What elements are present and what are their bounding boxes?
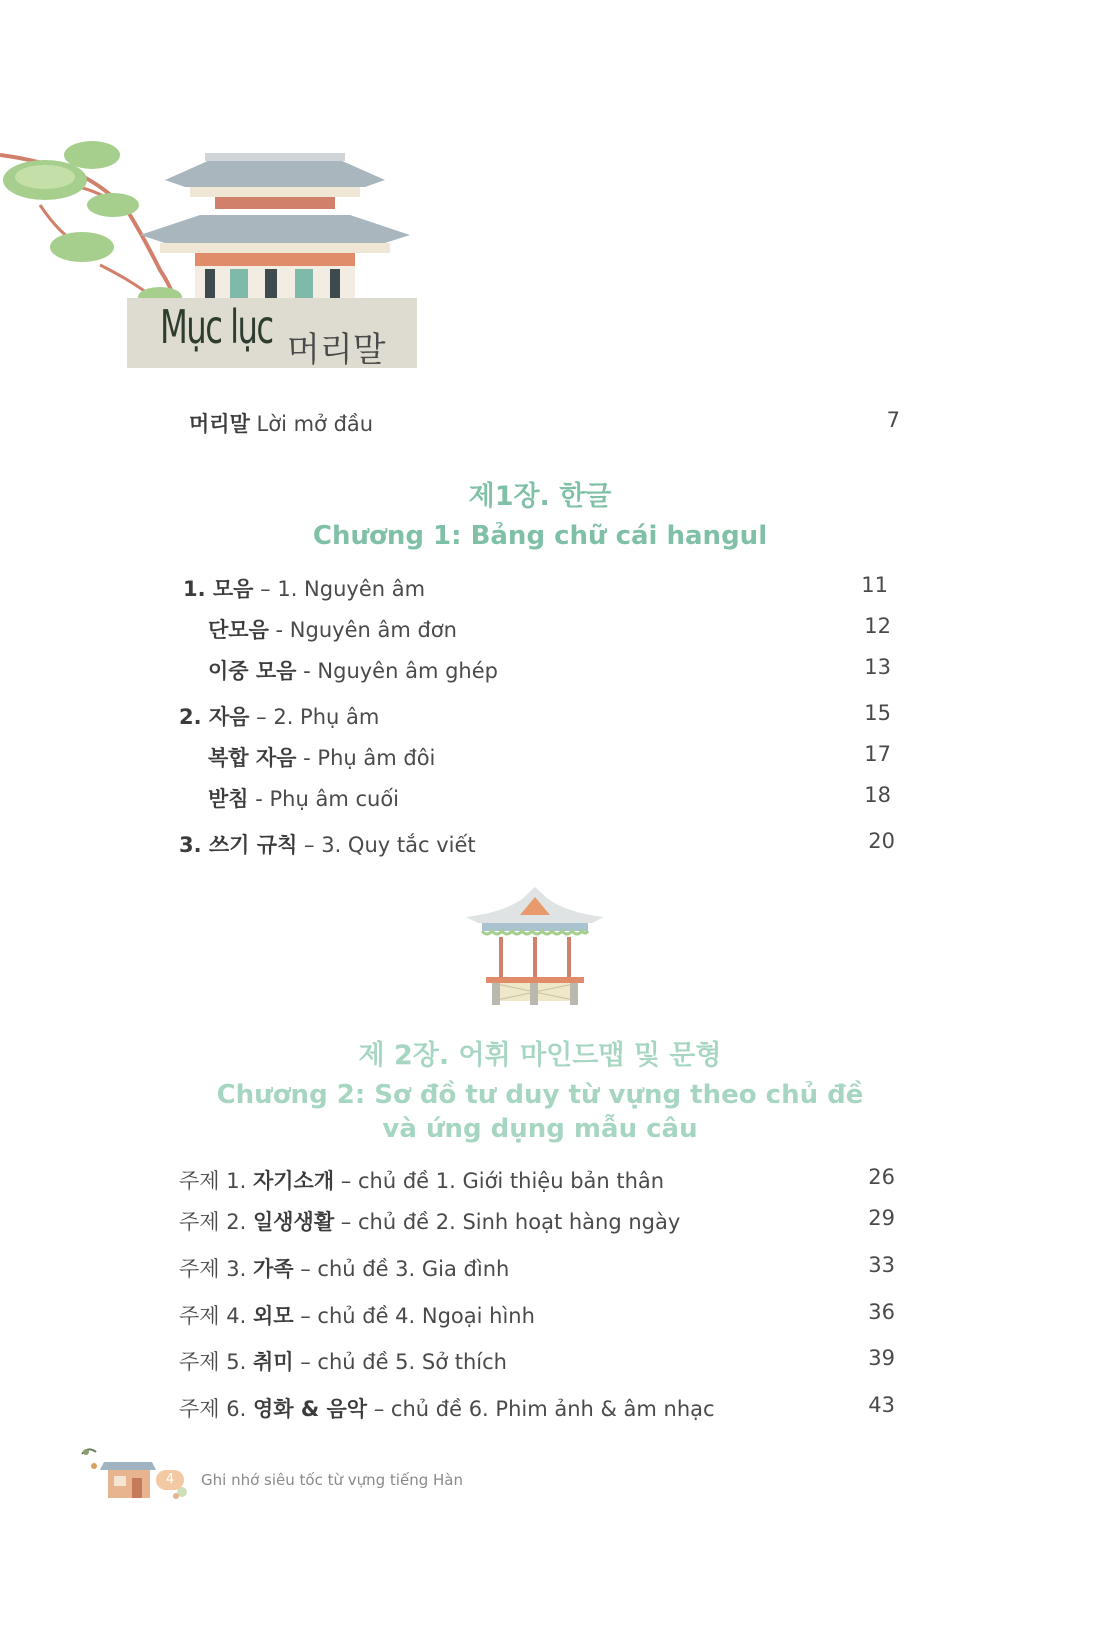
palace-illustration bbox=[0, 135, 420, 310]
toc-entry-kr: 1. 모음 bbox=[183, 577, 254, 601]
toc-entry[interactable] bbox=[179, 1300, 535, 1330]
toc-entry[interactable] bbox=[179, 1253, 509, 1283]
toc-entry-vn: 3. Quy tắc viết bbox=[321, 833, 476, 857]
toc-entry-vn: 2. Phụ âm bbox=[273, 705, 380, 729]
toc-entry-page: 39 bbox=[868, 1346, 895, 1370]
toc-entry-page: 13 bbox=[864, 655, 891, 679]
toc-entry-sep: - bbox=[248, 787, 270, 811]
toc-entry-page: 17 bbox=[864, 742, 891, 766]
toc-entry-page: 20 bbox=[868, 829, 895, 853]
toc-entry-sep: – bbox=[334, 1169, 358, 1193]
toc-entry[interactable] bbox=[208, 655, 498, 685]
toc-entry-page: 12 bbox=[864, 614, 891, 638]
toc-entry-kr: 이중 모음 bbox=[208, 659, 297, 683]
toc-entry-sep: - bbox=[268, 618, 290, 642]
toc-entry-page: 18 bbox=[864, 783, 891, 807]
toc-entry[interactable] bbox=[179, 701, 379, 731]
toc-entry-sep: – bbox=[249, 705, 274, 729]
toc-entry-sep: – bbox=[297, 833, 322, 857]
toc-entry-page: 33 bbox=[868, 1253, 895, 1277]
page-number: 4 bbox=[156, 1470, 184, 1490]
chapter2-title-vn-line2: và ứng dụng mẫu câu bbox=[382, 1114, 698, 1144]
toc-entry-prefix: 주제 1. bbox=[179, 1169, 253, 1193]
toc-entry[interactable] bbox=[179, 1206, 680, 1236]
toc-entry-prefix: 주제 4. bbox=[179, 1304, 253, 1328]
pavilion-illustration bbox=[462, 885, 608, 1010]
toc-entry-kr: 취미 bbox=[252, 1350, 294, 1374]
toc-entry-page: 15 bbox=[864, 701, 891, 725]
toc-entry[interactable] bbox=[208, 614, 457, 644]
toc-entry-prefix: 주제 6. bbox=[179, 1397, 253, 1421]
page-title: Mục lục bbox=[160, 300, 273, 354]
toc-entry-sep: – bbox=[367, 1397, 391, 1421]
toc-entry[interactable] bbox=[179, 1346, 507, 1376]
toc-entry-vn: Phụ âm cuối bbox=[269, 787, 400, 811]
chapter2-title-vn-line1: Chương 2: Sơ đồ tư duy từ vựng theo chủ đề bbox=[216, 1080, 864, 1110]
toc-entry-sep: - bbox=[296, 659, 318, 683]
toc-entry-prefix: 주제 5. bbox=[179, 1350, 253, 1374]
toc-entry-vn: Nguyên âm ghép bbox=[317, 659, 498, 683]
toc-entry-kr: 단모음 bbox=[208, 618, 269, 642]
toc-entry-page: 11 bbox=[861, 573, 888, 597]
toc-entry-prefix: 주제 3. bbox=[179, 1257, 253, 1281]
toc-entry-kr: 외모 bbox=[252, 1304, 294, 1328]
toc-entry-vn: chủ đề 5. Sở thích bbox=[317, 1350, 507, 1374]
toc-entry-vn: chủ đề 1. Giới thiệu bản thân bbox=[357, 1169, 665, 1193]
toc-entry-kr: 일생생활 bbox=[252, 1210, 335, 1234]
toc-entry-kr: 자기소개 bbox=[252, 1169, 335, 1193]
toc-intro-kr: 머리말 bbox=[189, 412, 250, 436]
page-title-korean: 머리말 bbox=[287, 330, 386, 370]
toc-entry-page: 43 bbox=[868, 1393, 895, 1417]
toc-entry-sep: – bbox=[293, 1304, 318, 1328]
toc-entry-kr: 영화 & 음악 bbox=[252, 1397, 368, 1421]
toc-entry-page: 29 bbox=[868, 1206, 895, 1230]
toc-entry-vn: chủ đề 3. Gia đình bbox=[317, 1257, 510, 1281]
toc-entry-sep: – bbox=[293, 1257, 318, 1281]
toc-entry-vn: chủ đề 2. Sinh hoạt hàng ngày bbox=[357, 1210, 681, 1234]
toc-intro-page: 7 bbox=[886, 408, 900, 432]
toc-entry-vn: chủ đề 6. Phim ảnh & âm nhạc bbox=[390, 1397, 715, 1421]
chapter2-title-kr: 제 2장. 어휘 마인드맵 및 문형 bbox=[358, 1040, 722, 1071]
toc-entry[interactable] bbox=[183, 573, 425, 603]
toc-entry-sep: - bbox=[296, 746, 318, 770]
toc-intro-vn: Lời mở đầu bbox=[256, 412, 374, 436]
chapter1-title-kr: 제1장. 한글 bbox=[468, 481, 612, 512]
toc-intro-entry[interactable] bbox=[189, 408, 373, 438]
toc-entry[interactable] bbox=[179, 1165, 664, 1195]
toc-entry[interactable] bbox=[179, 829, 476, 859]
toc-entry-kr: 2. 자음 bbox=[179, 705, 250, 729]
toc-entry-sep: – bbox=[334, 1210, 358, 1234]
toc-entry-prefix: 주제 2. bbox=[179, 1210, 253, 1234]
toc-entry[interactable] bbox=[208, 742, 435, 772]
toc-entry-page: 26 bbox=[868, 1165, 895, 1189]
chapter1-title-vn: Chương 1: Bảng chữ cái hangul bbox=[312, 521, 768, 551]
toc-entry-page: 36 bbox=[868, 1300, 895, 1324]
toc-entry-kr: 복합 자음 bbox=[208, 746, 297, 770]
toc-entry-kr: 가족 bbox=[252, 1257, 294, 1281]
toc-entry-sep: – bbox=[253, 577, 278, 601]
toc-entry-kr: 3. 쓰기 규칙 bbox=[179, 833, 298, 857]
toc-entry-sep: – bbox=[293, 1350, 318, 1374]
toc-entry-kr: 받침 bbox=[208, 787, 249, 811]
toc-entry[interactable] bbox=[208, 783, 399, 813]
toc-entry[interactable] bbox=[179, 1393, 715, 1423]
toc-entry-vn: 1. Nguyên âm bbox=[277, 577, 426, 601]
toc-entry-vn: Phụ âm đôi bbox=[317, 746, 436, 770]
footer-book-title: Ghi nhớ siêu tốc từ vựng tiếng Hàn bbox=[201, 1471, 463, 1489]
toc-entry-vn: chủ đề 4. Ngoại hình bbox=[317, 1304, 535, 1328]
toc-entry-vn: Nguyên âm đơn bbox=[289, 618, 457, 642]
